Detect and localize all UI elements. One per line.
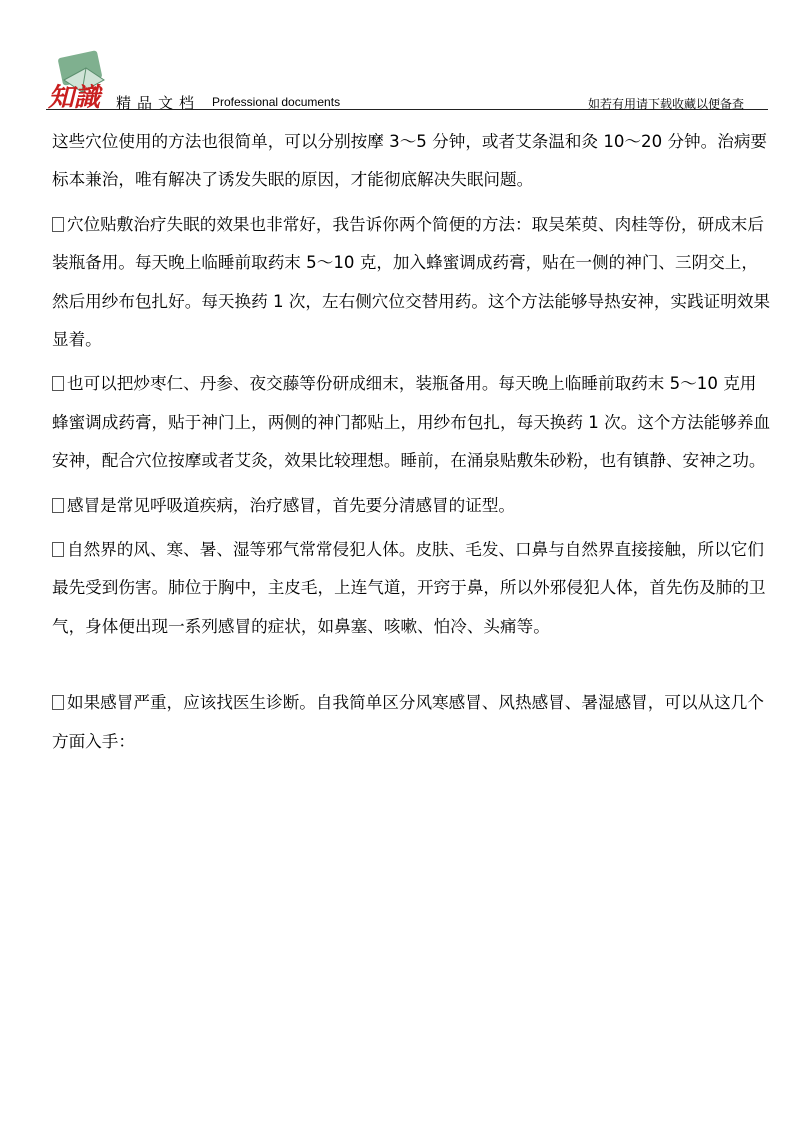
- header-brand-en: Professional documents: [212, 95, 341, 109]
- header-note: 如若有用请下载收藏以便备查: [588, 97, 745, 111]
- svg-text:知識: 知識: [48, 83, 101, 110]
- bullet-box-icon: [52, 376, 64, 391]
- document-body: [52, 123, 772, 768]
- bullet-box-icon: [52, 542, 64, 557]
- header-brand: 精品文档: [116, 94, 201, 112]
- paragraph-acupoint-patch: 穴位贴敷治疗失眠的效果也非常好，我告诉你两个简便的方法：取吴茱萸、肉桂等份，研成末后装瓶备用。每天晚上临睡前取药末 5～10 克，加入蜂蜜调成药膏，贴在一侧的神门、三阴交上，然后用纱布包扎好。每天换药 1 次，左右侧穴位交替用药。这个方法能够导热安神，实践证明效果显着。: [52, 214, 771, 350]
- bullet-box-icon: [52, 498, 64, 513]
- paragraph-diagnosis: 如果感冒严重，应该找医生诊断。自我简单区分风寒感冒、风热感冒、暑湿感冒，可以从这几个方面入手：: [52, 693, 764, 751]
- paragraph-cold-intro: 感冒是常见呼吸道疾病，治疗感冒，首先要分清感冒的证型。: [52, 487, 772, 525]
- paragraph-acupoint-method: 这些穴位使用的方法也很简单，可以分别按摩 3～5 分钟，或者艾条温和灸 10～20 分钟。治病要标本兼治，唯有解决了诱发失眠的原因，才能彻底解决失眠问题。: [52, 132, 768, 190]
- header-divider: [46, 109, 768, 110]
- bullet-box-icon: [52, 695, 64, 710]
- paragraph-pathogens: 自然界的风、寒、暑、湿等邪气常常侵犯人体。皮肤、毛发、口鼻与自然界直接接触，所以它们最先受到伤害。肺位于胸中，主皮毛，上连气道，开窍于鼻，所以外邪侵犯人体，首先伤及肺的卫气，身体便出现一系列感冒的症状，如鼻塞、咳嗽、怕冷、头痛等。: [52, 540, 766, 636]
- bullet-box-icon: [52, 217, 64, 232]
- logo-icon: [46, 50, 112, 110]
- page-header: [0, 0, 794, 112]
- paragraph-jujube-paste: 也可以把炒枣仁、丹参、夜交藤等份研成细末，装瓶备用。每天晚上临睡前取药末 5～10 克用蜂蜜调成药膏，贴于神门上，两侧的神门都贴上，用纱布包扎，每天换药 1 次。这个方法能够养血安神，配合穴位按摩或者艾灸，效果比较理想。睡前，在涌泉贴敷朱砂粉，也有镇静、安神之功。: [52, 374, 771, 471]
